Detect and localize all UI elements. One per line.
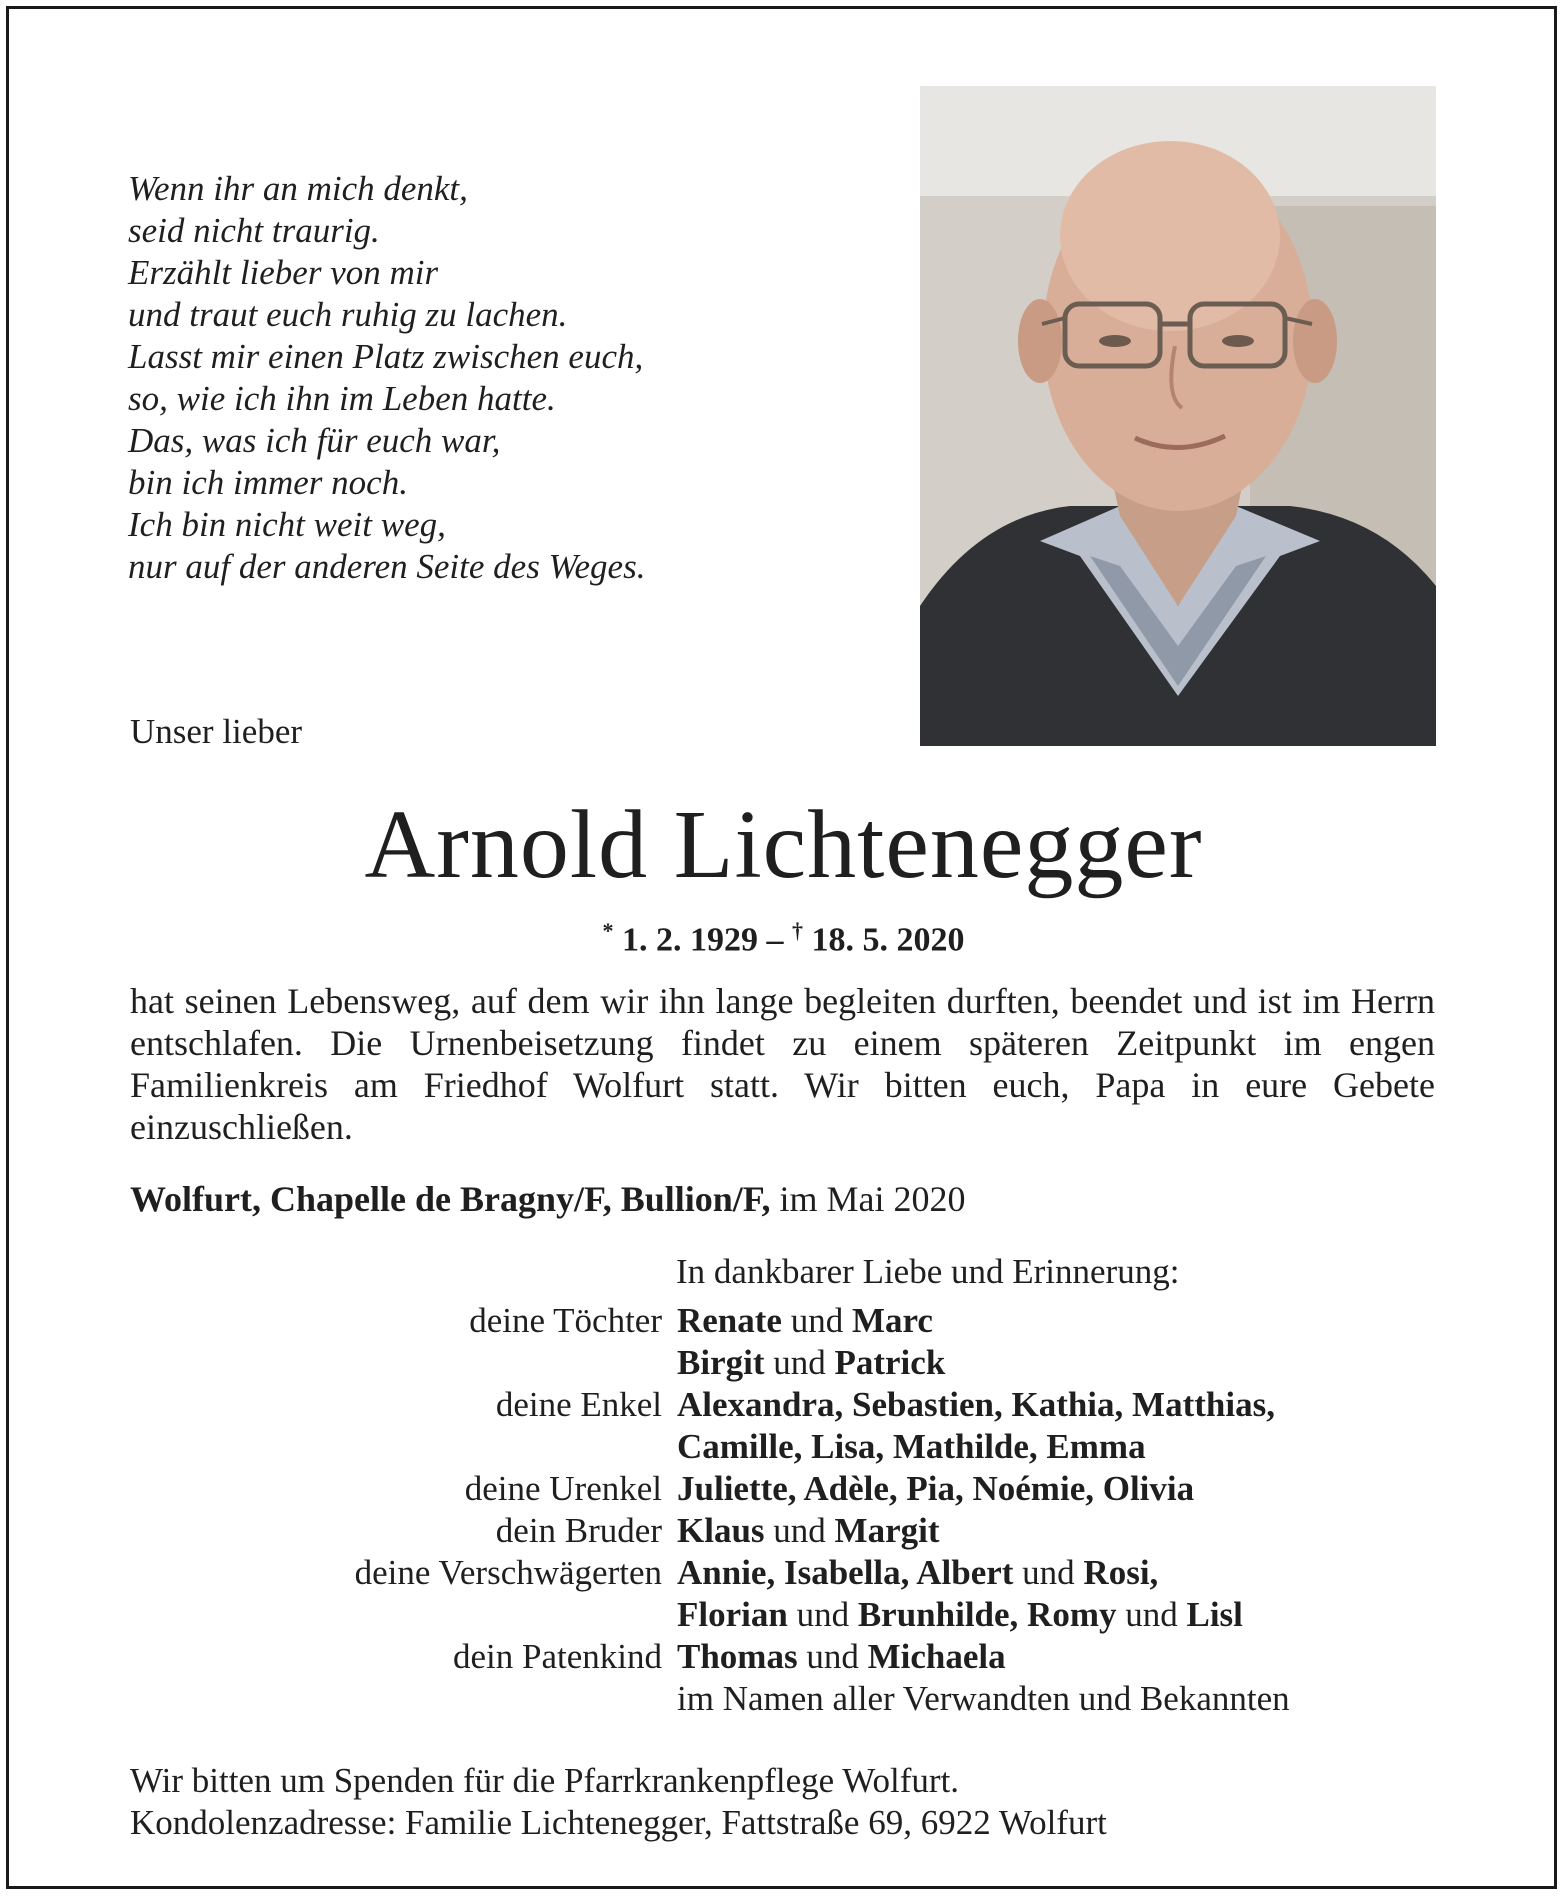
family-names: Renate und Marc	[677, 1301, 933, 1340]
family-row	[0, 1468, 1567, 1510]
family-row	[0, 1384, 1567, 1426]
poem-line: seid nicht traurig.	[128, 211, 380, 250]
family-relation: deine Verschwägerten	[354, 1553, 662, 1592]
poem-line: Erzählt lieber von mir	[128, 253, 439, 292]
family-row	[0, 1426, 1567, 1468]
birth-mark: *	[602, 918, 614, 943]
death-mark: †	[792, 918, 803, 943]
poem-line: nur auf der anderen Seite des Weges.	[128, 547, 646, 586]
poem-line: so, wie ich ihn im Leben hatte.	[128, 379, 556, 418]
family-names: Juliette, Adèle, Pia, Noémie, Olivia	[677, 1469, 1195, 1508]
family-relation: deine Töchter	[469, 1301, 662, 1340]
footer	[130, 1760, 1107, 1844]
family-row	[0, 1510, 1567, 1552]
family-names: Annie, Isabella, Albert und Rosi,	[677, 1553, 1159, 1592]
announcement-text: hat seinen Lebensweg, auf dem wir ihn lange begleiten durften, beendet und ist im Herrn entschlafen. Die Urnenbeisetzung findet zu einem späteren Zeitpunkt im engen Familienkreis am Friedhof Wolfurt statt. Wir bitten euch, Papa in eure Gebete einzuschließen.	[130, 981, 1435, 1147]
family-relation: dein Patenkind	[453, 1637, 662, 1676]
poem-line: Lasst mir einen Platz zwischen euch,	[128, 337, 644, 376]
poem-line: Wenn ihr an mich denkt,	[128, 169, 468, 208]
family-relation: deine Enkel	[495, 1385, 662, 1424]
family-names: Alexandra, Sebastien, Kathia, Matthias,	[677, 1385, 1275, 1424]
date-separator: –	[766, 921, 784, 959]
family-row	[0, 1342, 1567, 1384]
life-dates	[0, 918, 1567, 959]
family-names: Birgit und Patrick	[677, 1343, 946, 1382]
place-locations: Wolfurt, Chapelle de Bragny/F, Bullion/F,	[130, 1179, 771, 1219]
family-row	[0, 1552, 1567, 1594]
family-relation: dein Bruder	[495, 1511, 662, 1550]
poem-line: bin ich immer noch.	[128, 463, 408, 502]
family-names: Thomas und Michaela	[677, 1637, 1006, 1676]
family-names: Camille, Lisa, Mathilde, Emma	[677, 1427, 1146, 1466]
poem-line: Ich bin nicht weit weg,	[128, 505, 446, 544]
family-row	[0, 1678, 1567, 1720]
birth-date: 1. 2. 1929	[622, 921, 758, 959]
signature-intro: In dankbarer Liebe und Erinnerung:	[676, 1252, 1180, 1291]
deceased-name: Arnold Lichtenegger	[364, 791, 1203, 899]
donation-note: Wir bitten um Spenden für die Pfarrkrankenpflege Wolfurt.	[130, 1761, 960, 1800]
intro-text: Unser lieber	[130, 712, 303, 751]
poem-line: Das, was ich für euch war,	[128, 421, 501, 460]
family-row	[0, 1636, 1567, 1678]
place-month: im Mai 2020	[779, 1179, 966, 1219]
family-closing: im Namen aller Verwandten und Bekannten	[677, 1679, 1290, 1718]
portrait-photo	[920, 86, 1436, 746]
condolence-address: Kondolenzadresse: Familie Lichtenegger, Fattstraße 69, 6922 Wolfurt	[130, 1803, 1107, 1842]
poem-line: und traut euch ruhig zu lachen.	[128, 295, 568, 334]
place-and-date	[130, 1178, 965, 1220]
family-row	[0, 1300, 1567, 1342]
family-names: Klaus und Margit	[677, 1511, 940, 1550]
family-relation: deine Urenkel	[464, 1469, 662, 1508]
death-date: 18. 5. 2020	[811, 921, 965, 959]
family-list	[0, 1300, 1567, 1720]
poem	[128, 168, 645, 588]
family-names: Florian und Brunhilde, Romy und Lisl	[677, 1595, 1243, 1634]
family-row	[0, 1594, 1567, 1636]
